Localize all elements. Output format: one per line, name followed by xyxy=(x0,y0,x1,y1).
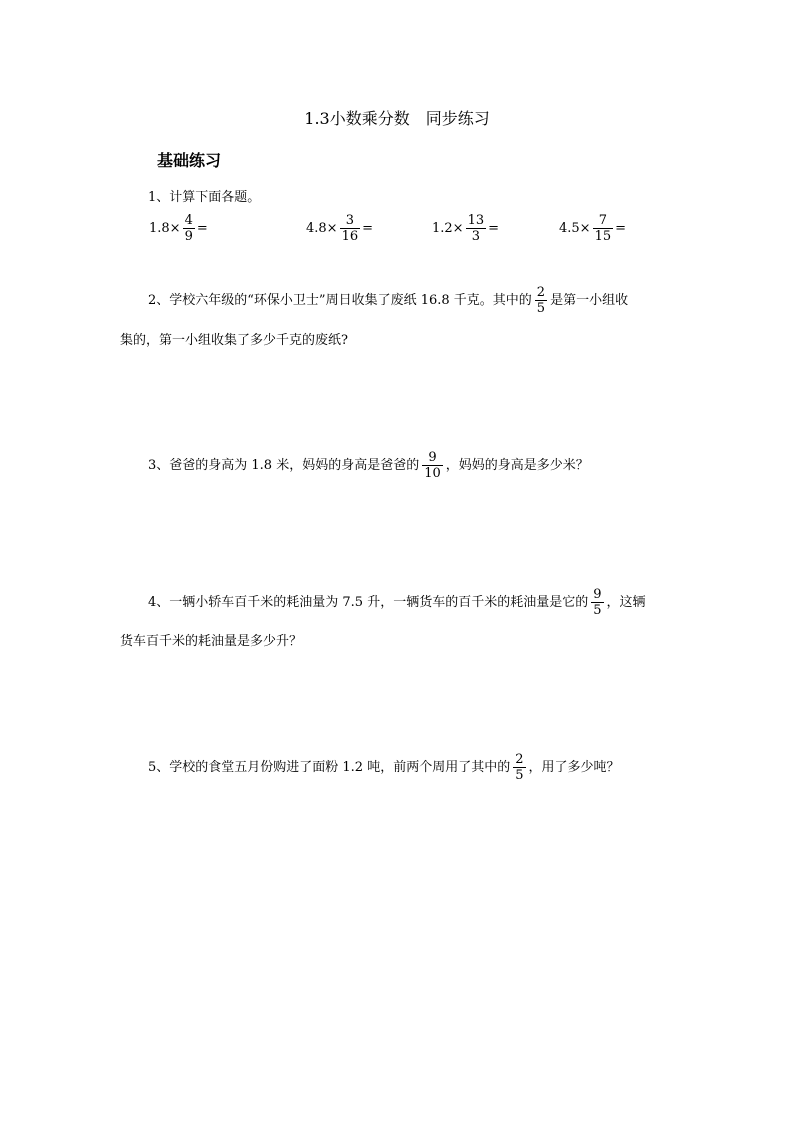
denominator: 9 xyxy=(184,229,193,244)
numerator: 4 xyxy=(184,213,193,228)
fraction xyxy=(591,587,603,618)
denominator: 5 xyxy=(536,301,546,316)
question-3-text-b: ，妈妈的身高是多少米？ xyxy=(445,457,589,473)
fraction xyxy=(183,213,195,244)
fraction xyxy=(340,213,361,244)
numerator: 2 xyxy=(536,285,546,300)
numerator: 13 xyxy=(467,213,485,228)
denominator: 15 xyxy=(594,229,612,244)
question-4-line-1 xyxy=(148,587,646,618)
calc-item-1 xyxy=(149,213,208,244)
question-2-text-b: 是第一小组收 xyxy=(550,292,629,308)
numerator: 7 xyxy=(598,213,607,228)
calc-item-4 xyxy=(559,213,626,244)
denominator: 10 xyxy=(424,466,441,481)
calc-item-2 xyxy=(306,213,373,244)
fraction xyxy=(422,450,443,481)
denominator: 3 xyxy=(471,229,480,244)
question-4-line-2: 货车百千米的耗油量是多少升？ xyxy=(120,634,303,649)
question-5-line-1 xyxy=(148,752,620,783)
question-1-prompt: 1、计算下面各题。 xyxy=(148,190,261,205)
question-5-text-b: ，用了多少吨？ xyxy=(528,759,620,775)
fraction xyxy=(593,213,614,244)
question-2-line-1 xyxy=(148,285,628,316)
denominator: 5 xyxy=(593,603,602,618)
equals-sign: = xyxy=(488,221,500,236)
calc-factor: 1.8× xyxy=(149,221,181,236)
question-5-text-a: 5、学校的食堂五月份购进了面粉 1.2 吨，前两个周用了其中的 xyxy=(148,759,511,775)
equals-sign: = xyxy=(615,221,627,236)
calc-factor: 1.2× xyxy=(432,221,464,236)
numerator: 2 xyxy=(515,752,524,767)
page-title: 1.3小数乘分数 同步练习 xyxy=(304,109,490,128)
question-4-text-a: 4、一辆小轿车百千米的耗油量为 7.5 升，一辆货车的百千米的耗油量是它的 xyxy=(148,594,589,610)
question-3-text-a: 3、爸爸的身高为 1.8 米，妈妈的身高是爸爸的 xyxy=(148,457,420,473)
numerator: 9 xyxy=(593,587,602,602)
question-2-text-a: 2、学校六年级的“环保小卫士”周日收集了废纸 16.8 千克。其中的 xyxy=(148,292,532,308)
question-3-line-1 xyxy=(148,450,589,481)
fraction xyxy=(466,213,487,244)
calc-item-3 xyxy=(432,213,499,244)
question-2-line-2: 集的，第一小组收集了多少千克的废纸? xyxy=(120,333,348,348)
fraction xyxy=(535,285,547,316)
question-4-text-b: ，这辆 xyxy=(606,594,646,610)
section-heading: 基础练习 xyxy=(157,151,222,170)
numerator: 3 xyxy=(345,213,354,228)
equals-sign: = xyxy=(196,221,208,236)
denominator: 16 xyxy=(341,229,359,244)
fraction xyxy=(513,752,525,783)
denominator: 5 xyxy=(515,768,524,783)
calc-factor: 4.8× xyxy=(306,221,338,236)
numerator: 9 xyxy=(428,450,437,465)
calc-factor: 4.5× xyxy=(559,221,591,236)
equals-sign: = xyxy=(362,221,374,236)
